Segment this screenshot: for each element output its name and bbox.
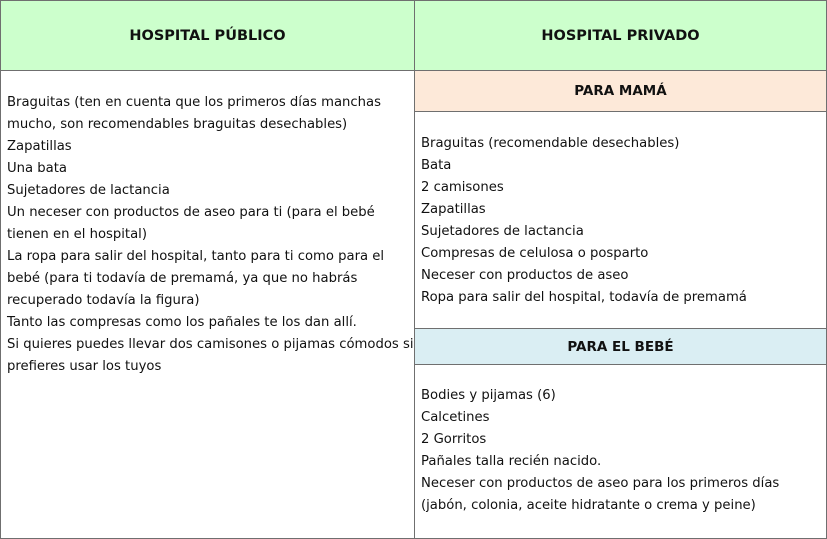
list-item: 2 camisones	[421, 180, 504, 195]
list-item: Un neceser con productos de aseo para ti (para el bebé	[7, 205, 375, 220]
header-para-mama: PARA MAMÁ	[414, 70, 827, 112]
list-item: Bodies y pijamas (6)	[421, 388, 556, 403]
list-item: Neceser con productos de aseo	[421, 268, 629, 283]
bebe-list	[414, 364, 827, 539]
list-item: La ropa para salir del hospital, tanto para ti como para el	[7, 249, 385, 264]
list-item: Una bata	[7, 161, 67, 176]
list-item: prefieres usar los tuyos	[7, 359, 162, 374]
list-item: Braguitas (ten en cuenta que los primeros días manchas	[7, 95, 381, 110]
list-item: Compresas de celulosa o posparto	[421, 246, 649, 261]
publico-list	[0, 70, 415, 539]
mama-list	[414, 111, 827, 329]
list-item: 2 Gorritos	[421, 432, 487, 447]
list-item: Braguitas (recomendable desechables)	[421, 136, 680, 151]
list-item: Ropa para salir del hospital, todavía de premamá	[421, 290, 747, 305]
list-item: Zapatillas	[421, 202, 486, 217]
list-item: Calcetines	[421, 410, 490, 425]
list-item: Zapatillas	[7, 139, 72, 154]
list-item: Si quieres puedes llevar dos camisones o pijamas cómodos si	[7, 337, 414, 352]
list-item: Neceser con productos de aseo para los primeros días	[421, 476, 780, 491]
header-hospital-privado: HOSPITAL PRIVADO	[414, 0, 827, 71]
list-item: (jabón, colonia, aceite hidratante o crema y peine)	[421, 498, 756, 513]
list-item: tienen en el hospital)	[7, 227, 147, 242]
list-item: bebé (para ti todavía de premamá, ya que no habrás	[7, 271, 358, 286]
list-item: Tanto las compresas como los pañales te los dan allí.	[7, 315, 357, 330]
header-hospital-publico: HOSPITAL PÚBLICO	[0, 0, 415, 71]
list-item: recuperado todavía la figura)	[7, 293, 200, 308]
header-para-el-bebe: PARA EL BEBÉ	[414, 328, 827, 365]
list-item: Sujetadores de lactancia	[7, 183, 170, 198]
list-item: Pañales talla recién nacido.	[421, 454, 602, 469]
list-item: Bata	[421, 158, 452, 173]
list-item: Sujetadores de lactancia	[421, 224, 584, 239]
list-item: mucho, son recomendables braguitas desechables)	[7, 117, 348, 132]
